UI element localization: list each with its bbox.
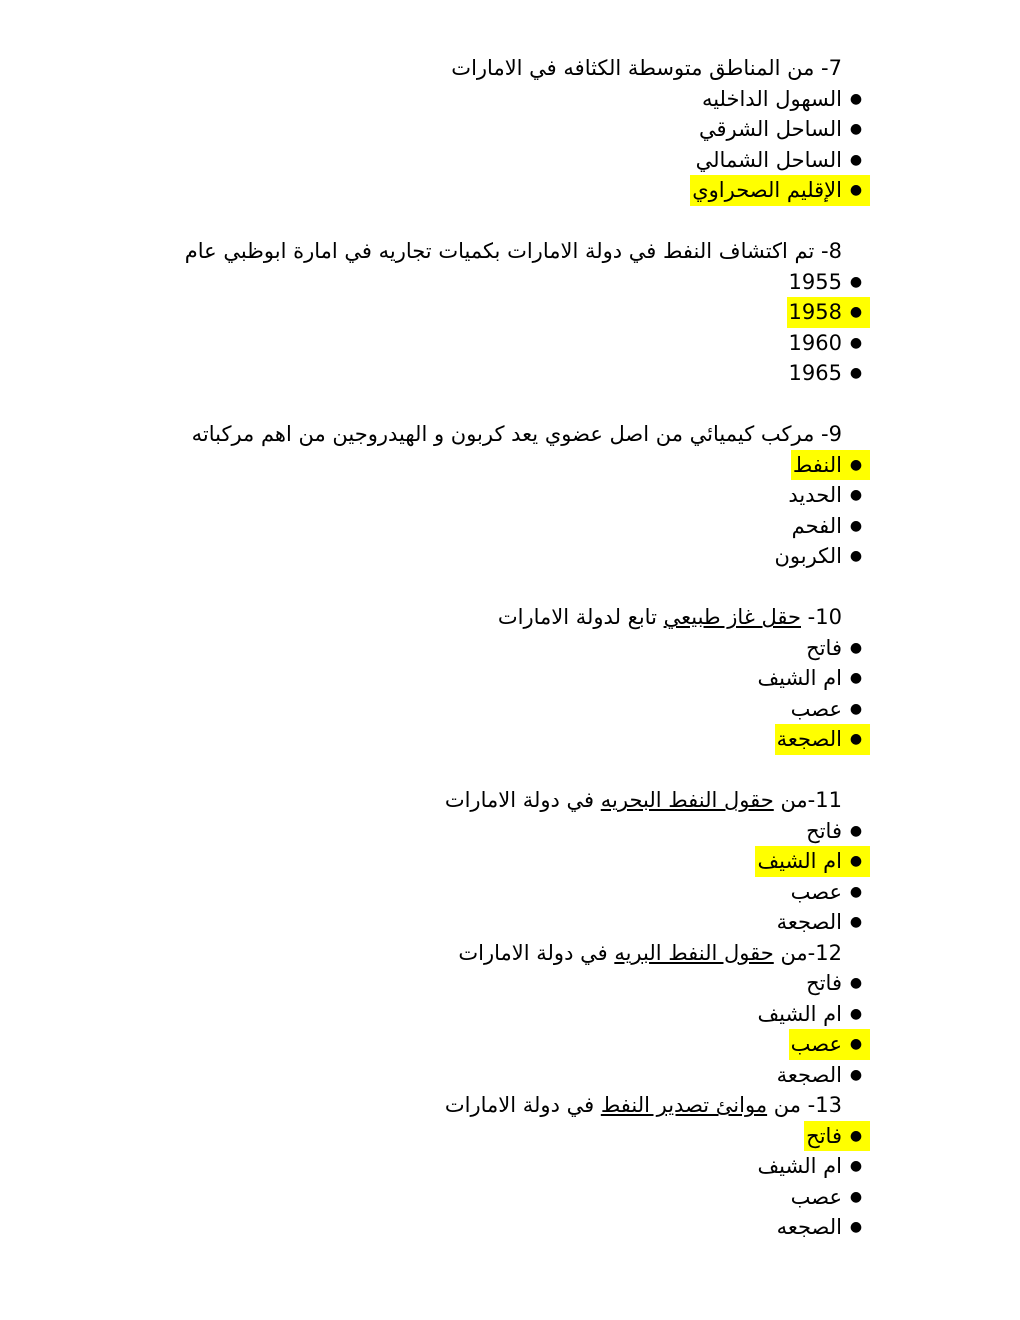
question-text — [122, 1090, 842, 1121]
answer-text: عصب — [790, 696, 842, 721]
underlined-term: حقول النفط البريه — [614, 940, 774, 965]
answer-option — [122, 968, 863, 999]
paragraph-spacer — [122, 572, 842, 603]
question-text — [122, 602, 842, 633]
answer-option — [122, 267, 863, 298]
question-segment: 8- تم اكتشاف النفط في دولة الامارات بكميات تجاريه في امارة ابوظبي عام — [184, 239, 842, 263]
answer-text: 1960 — [788, 330, 842, 355]
answer-option — [122, 1212, 863, 1243]
answer-option — [122, 84, 863, 115]
answer-option-correct — [122, 1029, 863, 1060]
answer-list — [122, 816, 863, 938]
question-segment: 9- مركب كيميائي من اصل عضوي يعد كربون و الهيدروجين من اهم مركباته — [191, 422, 842, 446]
bullet-dot-icon: ● — [849, 975, 863, 991]
answer-text: 1965 — [788, 361, 842, 385]
answer-list — [122, 84, 863, 206]
answer-text: فاتح — [806, 635, 842, 660]
answer-text: الساحل الشرقي — [698, 117, 842, 141]
answer-list — [122, 633, 863, 755]
answer-option — [122, 816, 863, 847]
question-block — [122, 938, 863, 1091]
answer-text: السهول الداخليه — [701, 86, 842, 111]
question-segment: 10- — [801, 605, 842, 629]
answer-option-correct — [122, 846, 863, 877]
question-text — [122, 53, 842, 84]
answer-text: الصجعة — [776, 1062, 842, 1087]
bullet-dot-icon: ● — [849, 1158, 863, 1174]
answer-option — [122, 145, 863, 176]
answer-list — [122, 267, 863, 389]
answer-text: فاتح — [804, 1121, 842, 1152]
bullet-dot-icon: ● — [842, 1029, 870, 1060]
bullet-dot-icon: ● — [842, 297, 870, 328]
question-segment: في دولة الامارات — [444, 788, 601, 812]
quiz-document — [122, 53, 863, 1243]
bullet-dot-icon: ● — [849, 334, 863, 351]
answer-option — [122, 114, 863, 145]
bullet-dot-icon: ● — [849, 1066, 863, 1083]
answer-text: الحديد — [788, 483, 842, 507]
bullet-dot-icon: ● — [849, 365, 863, 381]
bullet-dot-icon: ● — [842, 450, 870, 481]
answer-option — [122, 694, 863, 725]
answer-option — [122, 907, 863, 938]
answer-option — [122, 1151, 863, 1182]
bullet-dot-icon: ● — [849, 822, 863, 839]
answer-text: الإقليم الصحراوي — [690, 175, 842, 206]
bullet-dot-icon: ● — [849, 273, 863, 290]
underlined-term: حقل غاز طبيعي — [663, 605, 801, 629]
question-block — [122, 53, 863, 236]
bullet-dot-icon: ● — [849, 700, 863, 717]
question-text — [122, 419, 842, 450]
answer-text: 1955 — [788, 269, 842, 294]
bullet-dot-icon: ● — [849, 1188, 863, 1205]
question-block — [122, 419, 863, 602]
bullet-dot-icon: ● — [849, 1005, 863, 1022]
question-segment: 13- من — [767, 1093, 842, 1117]
question-text — [122, 938, 842, 969]
answer-option — [122, 511, 863, 542]
answer-option-correct — [122, 724, 863, 755]
answer-option-correct — [122, 297, 863, 328]
answer-option — [122, 999, 863, 1030]
answer-text: ام الشيف — [757, 666, 842, 690]
answer-list — [122, 450, 863, 572]
answer-option — [122, 663, 863, 694]
underlined-term: حقول النفط البحريه — [600, 788, 774, 812]
question-segment: 12-من — [773, 940, 842, 965]
answer-option-correct — [122, 175, 863, 206]
underlined-term: موانئ تصدير النفط — [600, 1093, 768, 1117]
answer-option-correct — [122, 450, 863, 481]
answer-text: الكربون — [774, 544, 842, 568]
question-segment: تابع لدولة الامارات — [497, 605, 664, 629]
answer-option — [122, 358, 863, 389]
question-text — [122, 236, 842, 267]
bullet-dot-icon: ● — [849, 639, 863, 656]
bullet-dot-icon: ● — [849, 914, 863, 930]
answer-option — [122, 877, 863, 908]
answer-text: الساحل الشمالي — [695, 147, 842, 172]
bullet-dot-icon: ● — [849, 487, 863, 503]
answer-text: الصجعة — [775, 724, 842, 755]
bullet-dot-icon: ● — [849, 121, 863, 137]
bullet-dot-icon: ● — [842, 175, 870, 206]
answer-option — [122, 1060, 863, 1091]
question-text — [122, 785, 842, 816]
answer-text: فاتح — [806, 818, 842, 843]
bullet-dot-icon: ● — [849, 548, 863, 564]
paragraph-spacer — [122, 389, 842, 420]
answer-text: عصب — [790, 1184, 842, 1209]
question-segment: 11-من — [773, 788, 842, 812]
bullet-dot-icon: ● — [842, 1121, 870, 1152]
answer-text: عصب — [789, 1029, 842, 1060]
answer-text: الفحم — [791, 513, 842, 538]
answer-text: الصجعة — [776, 910, 842, 934]
bullet-dot-icon: ● — [842, 724, 870, 755]
answer-text: 1958 — [787, 297, 842, 328]
answer-list — [122, 1121, 863, 1243]
question-segment: 7- من المناطق متوسطة الكثافه في الامارات — [451, 56, 842, 80]
question-block — [122, 785, 863, 938]
question-segment: في دولة الامارات — [444, 1093, 601, 1117]
question-block — [122, 1090, 863, 1243]
answer-text: عصب — [790, 879, 842, 904]
bullet-dot-icon: ● — [849, 883, 863, 900]
answer-option — [122, 480, 863, 511]
answer-text: الصجعه — [776, 1215, 842, 1239]
answer-option — [122, 633, 863, 664]
question-block — [122, 236, 863, 419]
answer-option-correct — [122, 1121, 863, 1152]
question-segment: في دولة الامارات — [458, 940, 615, 965]
answer-text: ام الشيف — [755, 846, 842, 877]
answer-text: ام الشيف — [757, 1154, 842, 1178]
answer-option — [122, 328, 863, 359]
answer-text: فاتح — [806, 971, 842, 995]
answer-text: ام الشيف — [757, 1001, 842, 1026]
answer-list — [122, 968, 863, 1090]
answer-option — [122, 1182, 863, 1213]
bullet-dot-icon: ● — [849, 1219, 863, 1235]
question-block — [122, 602, 863, 785]
bullet-dot-icon: ● — [849, 517, 863, 534]
answer-text: النفط — [791, 450, 842, 481]
bullet-dot-icon: ● — [849, 90, 863, 107]
bullet-dot-icon: ● — [849, 151, 863, 168]
paragraph-spacer — [122, 755, 842, 786]
answer-option — [122, 541, 863, 572]
bullet-dot-icon: ● — [849, 670, 863, 686]
paragraph-spacer — [122, 206, 842, 237]
bullet-dot-icon: ● — [842, 846, 870, 877]
